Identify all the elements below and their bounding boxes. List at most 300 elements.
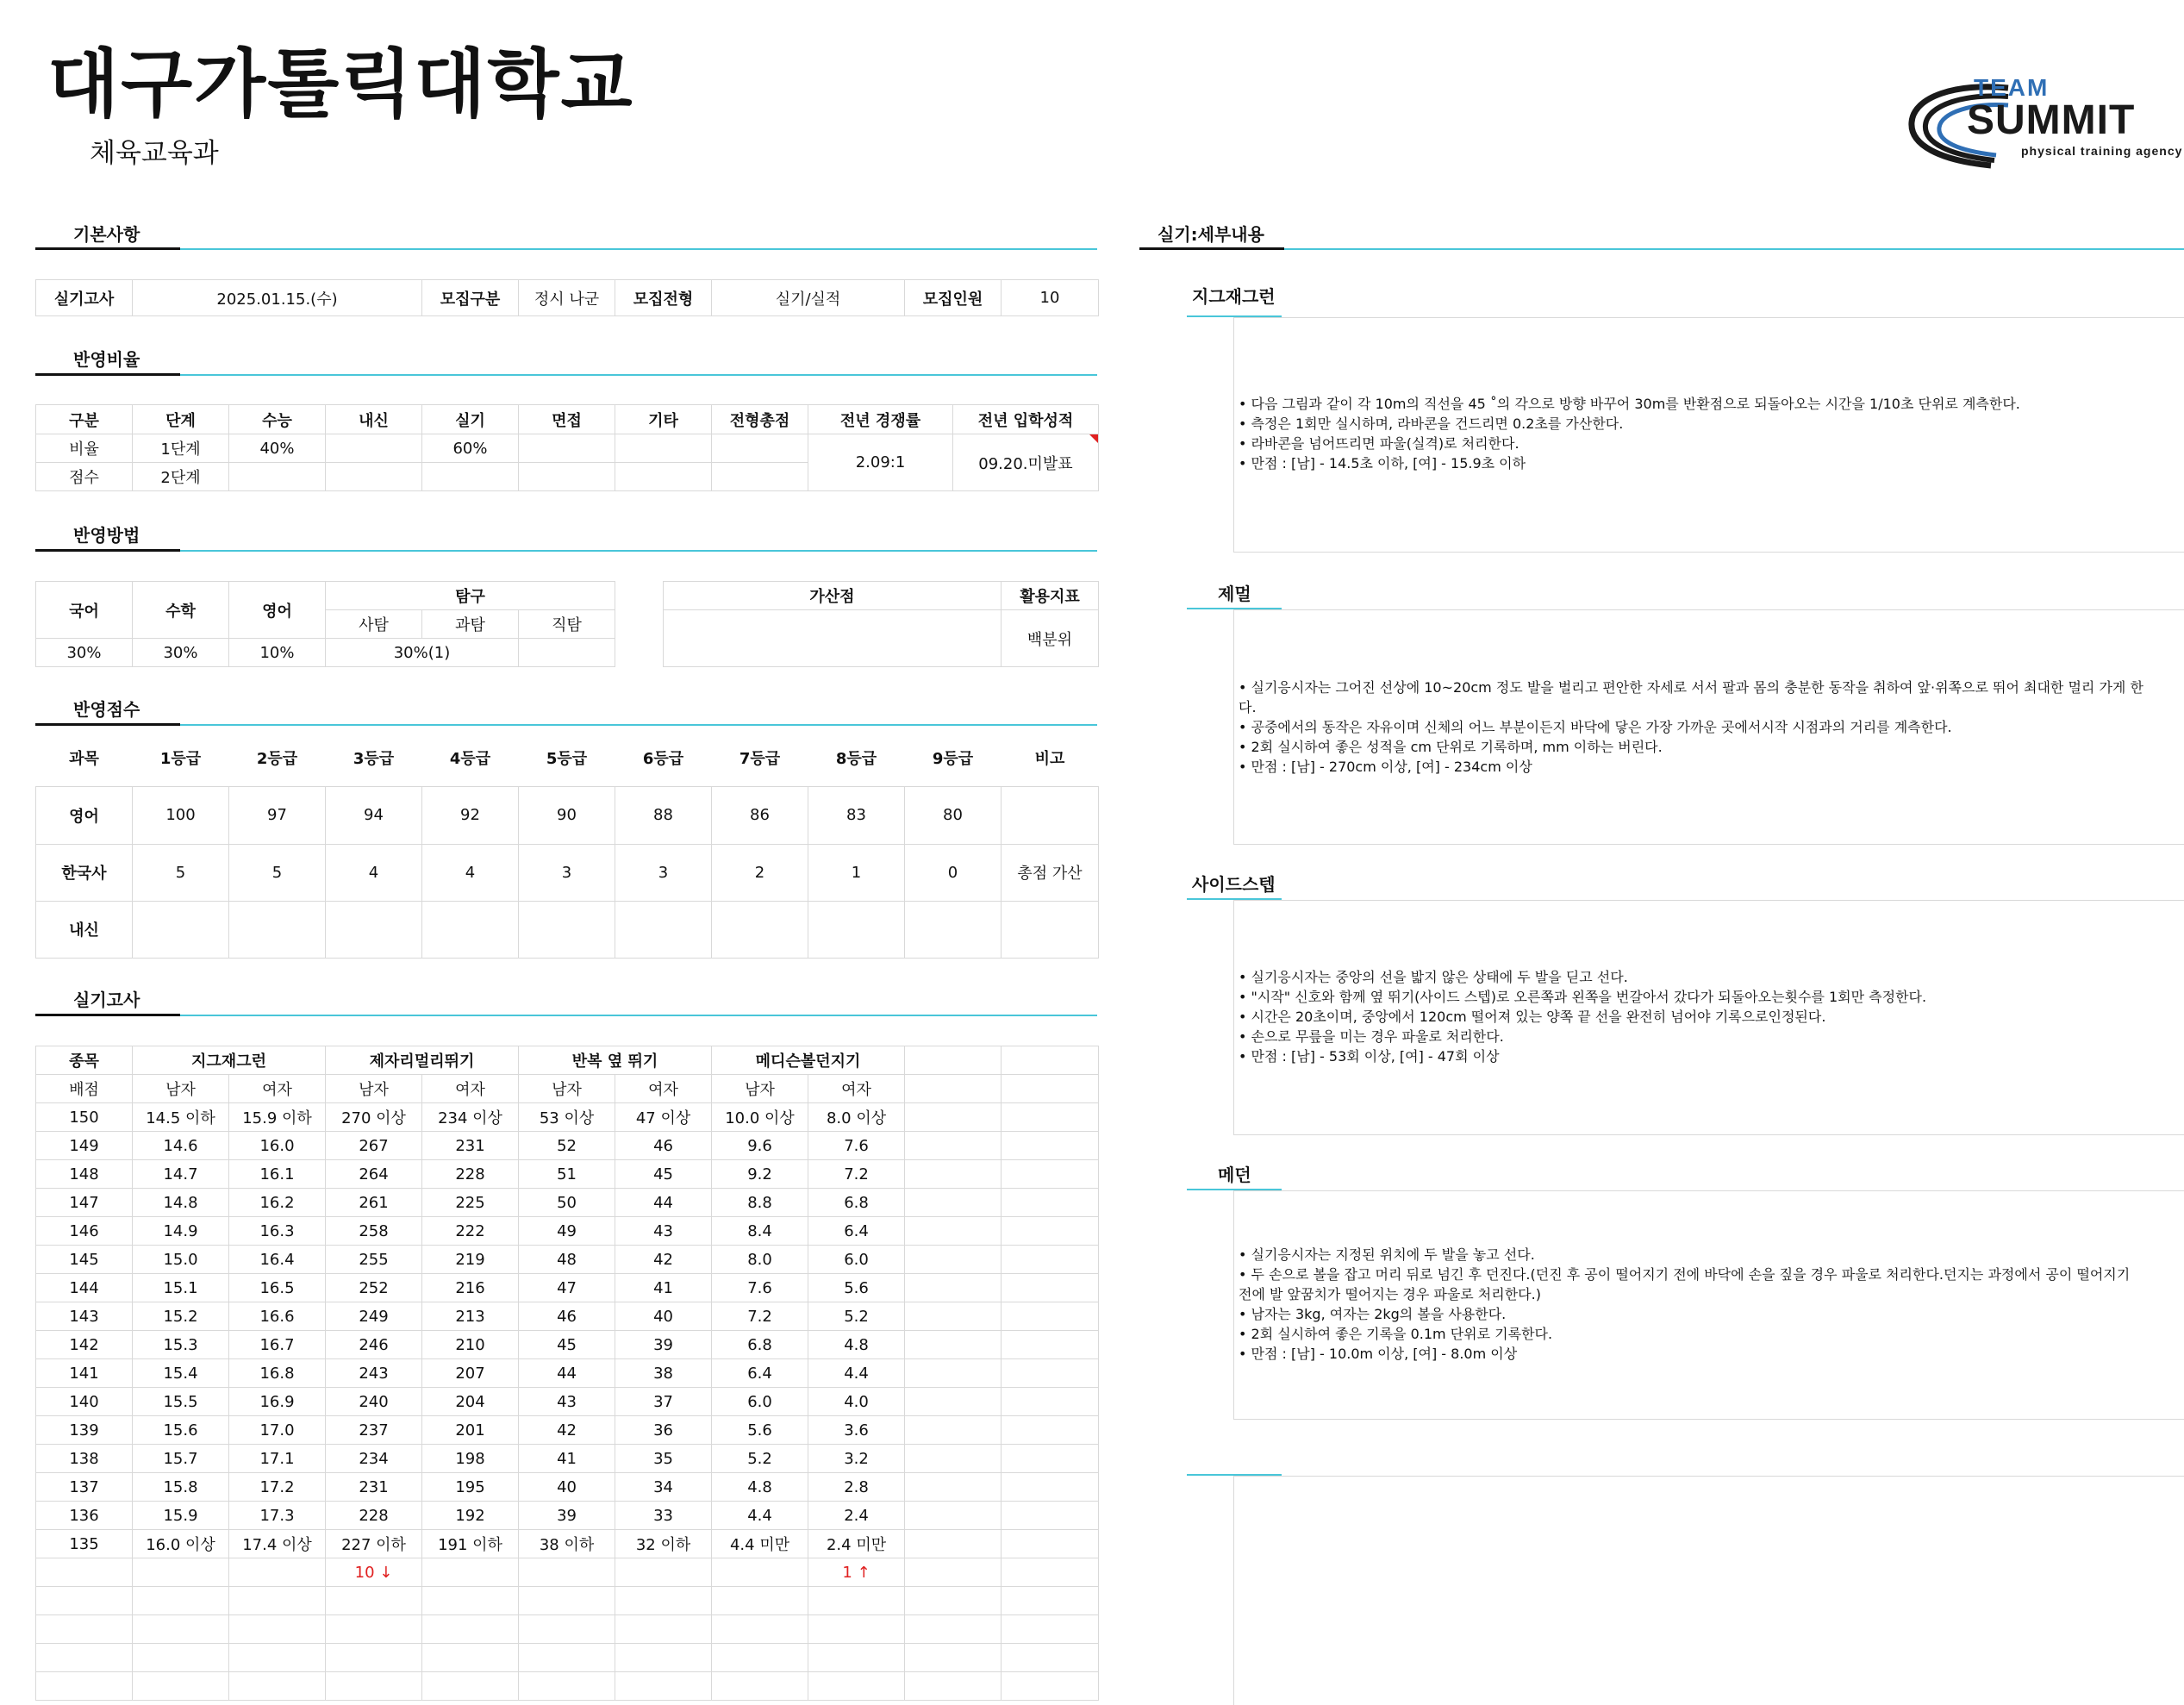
practical-score-cell: 43 [519,1388,615,1416]
practical-empty [712,1644,808,1672]
practical-empty [1002,1644,1099,1672]
practical-score-points: 135 [36,1530,133,1558]
detail-line: • 만점 : [남] - 53회 이상, [여] - 47회 이상 [1239,1048,1500,1065]
practical-header-longjump: 제자리멀리뛰기 [326,1046,519,1075]
label-exam-date: 실기고사 [36,280,133,316]
practical-score-cell: 8.0 [712,1246,808,1274]
practical-empty [905,1672,1002,1701]
practical-empty [905,1217,1002,1246]
score-cell [326,901,422,958]
practical-score-cell: 16.9 [229,1388,326,1416]
value-recruit-type: 실기/실적 [712,280,905,316]
practical-sub-header: 남자 [326,1075,422,1103]
practical-score-cell: 40 [519,1473,615,1502]
method-inquiry-science: 과탐 [422,610,519,639]
score-cell [133,901,229,958]
practical-empty [905,1530,1002,1558]
practical-empty [1002,1502,1099,1530]
score-cell: 80 [905,786,1002,844]
practical-sub-header: 남자 [133,1075,229,1103]
practical-score-cell: 222 [422,1217,519,1246]
practical-score-cell: 15.4 [133,1359,229,1388]
practical-empty [712,1672,808,1701]
practical-empty [1002,1160,1099,1189]
index-value: 백분위 [1002,610,1099,667]
practical-empty [1002,1359,1099,1388]
ratio-cell [229,463,326,491]
practical-sub-header: 여자 [229,1075,326,1103]
score-cell: 86 [712,786,808,844]
practical-score-cell: 50 [519,1189,615,1217]
practical-score-cell: 7.2 [712,1302,808,1331]
practical-score-cell: 17.3 [229,1502,326,1530]
detail-zigzag-box [1233,317,2184,553]
detail-line: • 공중에서의 동작은 자유이며 신체의 어느 부분이든지 바닥에 닿은 가장 가까운 곳에서시작 시점과의 거리를 계측한다. [1239,719,1952,735]
practical-score-cell: 46 [519,1302,615,1331]
practical-empty [712,1558,808,1587]
practical-score-cell: 258 [326,1217,422,1246]
score-cell [422,901,519,958]
score-cell: 90 [519,786,615,844]
score-cell [615,901,712,958]
practical-empty [905,1388,1002,1416]
practical-score-cell: 53 이상 [519,1103,615,1132]
ratio-cell [422,463,519,491]
practical-score-cell: 192 [422,1502,519,1530]
practical-score-cell: 246 [326,1331,422,1359]
score-header: 8등급 [808,729,905,786]
detail-line: • 남자는 3kg, 여자는 2kg의 볼을 사용한다. [1239,1306,1507,1322]
practical-score-cell: 6.4 [712,1359,808,1388]
practical-empty [615,1644,712,1672]
section-underline-accent [35,373,180,376]
practical-score-cell: 33 [615,1502,712,1530]
practical-empty [905,1274,1002,1302]
ratio-cell [519,434,615,463]
practical-empty [229,1587,326,1615]
practical-score-cell: 47 [519,1274,615,1302]
practical-empty [1002,1331,1099,1359]
score-header: 비고 [1002,729,1099,786]
practical-score-points: 140 [36,1388,133,1416]
practical-empty [422,1644,519,1672]
practical-score-cell: 4.0 [808,1388,905,1416]
department-subtitle: 체육교육과 [90,138,219,169]
practical-score-cell: 40 [615,1302,712,1331]
score-header: 1등급 [133,729,229,786]
basic-info-table [35,279,1099,316]
detail-sidestep-title: 사이드스텝 [1192,874,1276,895]
practical-empty [519,1644,615,1672]
practical-empty [36,1558,133,1587]
detail-line: 전에 발 앞꿈치가 떨어지는 경우 파울로 처리한다.) [1239,1286,1541,1302]
practical-score-points: 147 [36,1189,133,1217]
practical-score-cell: 207 [422,1359,519,1388]
ratio-header: 전년 입학성적 [953,405,1099,434]
practical-empty [905,1615,1002,1644]
score-cell [229,901,326,958]
prev-admission-text: 09.20.미발표 [978,454,1073,473]
section-underline-accent [35,247,180,250]
practical-empty [905,1416,1002,1445]
method-header-english: 영어 [229,582,326,639]
practical-score-cell: 6.8 [808,1189,905,1217]
practical-score-points: 138 [36,1445,133,1473]
practical-score-cell: 44 [615,1189,712,1217]
practical-score-cell: 5.2 [712,1445,808,1473]
practical-score-cell: 2.4 미만 [808,1530,905,1558]
practical-empty [519,1558,615,1587]
practical-empty [905,1445,1002,1473]
practical-score-cell: 14.5 이하 [133,1103,229,1132]
practical-step-note: 1 ↑ [808,1558,905,1587]
practical-empty [1002,1274,1099,1302]
detail-longjump-title: 제멀 [1218,584,1251,604]
score-cell: 3 [519,844,615,901]
practical-empty [1002,1615,1099,1644]
practical-empty [1002,1530,1099,1558]
practical-empty [1002,1103,1099,1132]
practical-score-cell: 44 [519,1359,615,1388]
practical-score-cell: 6.4 [808,1217,905,1246]
detail-line: • 손으로 무릎을 미는 경우 파울로 처리한다. [1239,1028,1504,1045]
practical-score-cell: 191 이하 [422,1530,519,1558]
score-header: 과목 [36,729,133,786]
value-recruit-group: 정시 나군 [519,280,615,316]
method-header-korean: 국어 [36,582,133,639]
score-cell [712,901,808,958]
score-heading: 반영점수 [73,699,140,720]
practical-score-cell: 2.8 [808,1473,905,1502]
practical-empty [905,1644,1002,1672]
practical-empty [1002,1416,1099,1445]
ratio-header: 기타 [615,405,712,434]
practical-score-cell: 204 [422,1388,519,1416]
practical-score-cell: 261 [326,1189,422,1217]
practical-score-cell: 41 [519,1445,615,1473]
practical-empty [905,1046,1002,1075]
practical-score-cell: 2.4 [808,1502,905,1530]
label-recruit-count: 모집인원 [905,280,1002,316]
practical-score-cell: 7.6 [712,1274,808,1302]
practical-score-cell: 228 [422,1160,519,1189]
ratio-cell: 비율 [36,434,133,463]
practical-empty [422,1672,519,1701]
score-table [35,729,1099,959]
practical-empty [36,1615,133,1644]
score-cell: 3 [615,844,712,901]
practical-empty [905,1587,1002,1615]
practical-empty [808,1615,905,1644]
practical-heading: 실기고사 [73,990,140,1010]
ratio-header: 전형총점 [712,405,808,434]
practical-score-cell: 16.2 [229,1189,326,1217]
method-header-math: 수학 [133,582,229,639]
practical-score-cell: 234 이상 [422,1103,519,1132]
prev-competition-value: 2.09:1 [808,434,953,491]
detail-line: • 만점 : [남] - 14.5초 이하, [여] - 15.9초 이하 [1239,455,1526,472]
practical-score-cell: 264 [326,1160,422,1189]
practical-score-cell: 51 [519,1160,615,1189]
practical-score-cell: 15.1 [133,1274,229,1302]
method-subject-table [35,581,615,667]
score-cell [808,901,905,958]
practical-empty [905,1075,1002,1103]
practical-empty [1002,1217,1099,1246]
practical-score-cell: 16.7 [229,1331,326,1359]
practical-empty [422,1587,519,1615]
practical-score-cell: 14.8 [133,1189,229,1217]
practical-score-cell: 4.8 [712,1473,808,1502]
practical-score-cell: 15.5 [133,1388,229,1416]
practical-empty [519,1672,615,1701]
detail-line: • "시작" 신호와 함께 옆 뛰기(사이드 스텝)로 오른쪽과 왼쪽을 번갈아서 갔다가 되돌아오는횟수를 1회만 측정한다. [1239,989,1927,1005]
section-underline [1139,248,2184,250]
section-underline [35,374,1097,376]
practical-score-points: 136 [36,1502,133,1530]
practical-empty [326,1672,422,1701]
ratio-cell: 2단계 [133,463,229,491]
practical-empty [905,1160,1002,1189]
practical-empty [133,1558,229,1587]
practical-score-cell: 14.9 [133,1217,229,1246]
practical-score-points: 146 [36,1217,133,1246]
ratio-header: 구분 [36,405,133,434]
practical-score-cell: 219 [422,1246,519,1274]
practical-empty [133,1615,229,1644]
practical-score-cell: 36 [615,1416,712,1445]
ratio-cell [326,463,422,491]
detail-line: • 실기응시자는 중앙의 선을 밟지 않은 상태에 두 발을 딛고 선다. [1239,969,1628,985]
practical-score-cell: 6.8 [712,1331,808,1359]
practical-score-cell: 16.1 [229,1160,326,1189]
practical-empty [808,1672,905,1701]
detail-line: • 만점 : [남] - 270cm 이상, [여] - 234cm 이상 [1239,759,1532,775]
practical-header-medicine: 메디슨볼던지기 [712,1046,905,1075]
ratio-header: 수능 [229,405,326,434]
practical-score-cell: 9.2 [712,1160,808,1189]
detail-empty-box [1233,1476,2184,1705]
label-recruit-type: 모집전형 [615,280,712,316]
practical-score-cell: 9.6 [712,1132,808,1160]
section-underline [35,248,1097,250]
practical-empty [1002,1075,1099,1103]
practical-score-cell: 16.0 [229,1132,326,1160]
logo-summit-text: SUMMIT [1967,97,2136,143]
prev-admission-value [953,434,1099,491]
practical-score-cell: 38 [615,1359,712,1388]
practical-score-cell: 231 [326,1473,422,1502]
practical-score-cell: 15.6 [133,1416,229,1445]
practical-empty [905,1302,1002,1331]
practical-empty [422,1558,519,1587]
value-exam-date: 2025.01.15.(수) [133,280,422,316]
practical-score-cell: 17.1 [229,1445,326,1473]
practical-score-cell: 17.2 [229,1473,326,1502]
practical-score-cell: 243 [326,1359,422,1388]
method-value-inquiry: 30%(1) [326,639,519,667]
practical-score-points: 148 [36,1160,133,1189]
bonus-header: 가산점 [664,582,1002,610]
section-underline-accent [35,723,180,726]
practical-score-cell: 7.2 [808,1160,905,1189]
ratio-header: 실기 [422,405,519,434]
practical-score-cell: 14.7 [133,1160,229,1189]
ratio-cell: 점수 [36,463,133,491]
practical-empty [615,1558,712,1587]
practical-score-cell: 234 [326,1445,422,1473]
ratio-cell [712,463,808,491]
score-header: 7등급 [712,729,808,786]
practical-score-cell: 37 [615,1388,712,1416]
details-heading: 실기:세부내용 [1158,224,1264,245]
practical-empty [712,1587,808,1615]
practical-score-cell: 47 이상 [615,1103,712,1132]
practical-score-cell: 15.7 [133,1445,229,1473]
practical-score-cell: 48 [519,1246,615,1274]
practical-score-cell: 42 [519,1416,615,1445]
score-cell: 88 [615,786,712,844]
detail-medicine-box [1233,1190,2184,1420]
practical-empty [1002,1587,1099,1615]
practical-score-cell: 43 [615,1217,712,1246]
method-inquiry-vocational: 직탐 [519,610,615,639]
section-underline [35,1015,1097,1016]
detail-zigzag-title: 지그재그런 [1192,286,1276,307]
score-cell [1002,786,1099,844]
practical-score-cell: 3.6 [808,1416,905,1445]
practical-empty [133,1587,229,1615]
practical-score-cell: 8.8 [712,1189,808,1217]
practical-empty [905,1132,1002,1160]
practical-empty [1002,1473,1099,1502]
practical-score-cell: 252 [326,1274,422,1302]
practical-score-cell: 240 [326,1388,422,1416]
practical-sub-header: 남자 [712,1075,808,1103]
detail-longjump-box [1233,609,2184,845]
practical-empty [229,1644,326,1672]
practical-score-cell: 16.3 [229,1217,326,1246]
ratio-cell: 60% [422,434,519,463]
practical-sub-header: 남자 [519,1075,615,1103]
ratio-cell [326,434,422,463]
practical-empty [905,1473,1002,1502]
detail-line: • 두 손으로 볼을 잡고 머리 뒤로 넘긴 후 던진다.(던진 후 공이 떨어지기 전에 바닥에 손을 짚을 경우 파울로 처리한다.던지는 과정에서 공이 떨어지기 [1239,1266,2131,1283]
comment-indicator-icon [1089,434,1098,443]
practical-score-cell: 6.0 [712,1388,808,1416]
score-cell: 100 [133,786,229,844]
practical-score-cell: 4.4 미만 [712,1530,808,1558]
score-cell: 83 [808,786,905,844]
practical-score-cell: 249 [326,1302,422,1331]
practical-score-points: 149 [36,1132,133,1160]
practical-empty [133,1644,229,1672]
score-row-label: 내신 [36,901,133,958]
practical-empty [712,1615,808,1644]
ratio-cell: 40% [229,434,326,463]
practical-score-cell: 231 [422,1132,519,1160]
ratio-header: 내신 [326,405,422,434]
practical-score-cell: 17.0 [229,1416,326,1445]
practical-empty [615,1672,712,1701]
practical-score-cell: 17.4 이상 [229,1530,326,1558]
score-cell: 4 [422,844,519,901]
score-header: 9등급 [905,729,1002,786]
bonus-value [664,610,1002,667]
score-cell [519,901,615,958]
practical-empty [905,1502,1002,1530]
practical-score-cell: 5.6 [712,1416,808,1445]
practical-score-cell: 15.9 이하 [229,1103,326,1132]
practical-score-cell: 267 [326,1132,422,1160]
detail-sidestep-box [1233,900,2184,1135]
practical-score-cell: 8.0 이상 [808,1103,905,1132]
practical-empty [326,1615,422,1644]
practical-step-note: 10 ↓ [326,1558,422,1587]
practical-score-cell: 198 [422,1445,519,1473]
practical-score-cell: 32 이하 [615,1530,712,1558]
practical-empty [326,1644,422,1672]
practical-score-points: 137 [36,1473,133,1502]
practical-empty [229,1558,326,1587]
practical-score-cell: 42 [615,1246,712,1274]
practical-score-cell: 7.6 [808,1132,905,1160]
practical-score-cell: 41 [615,1274,712,1302]
practical-score-cell: 213 [422,1302,519,1331]
detail-line: 다. [1239,699,1257,715]
practical-score-cell: 227 이하 [326,1530,422,1558]
practical-score-cell: 15.9 [133,1502,229,1530]
practical-score-cell: 15.0 [133,1246,229,1274]
detail-zigzag-text [1239,394,2178,473]
practical-sub-header: 배점 [36,1075,133,1103]
practical-score-cell: 237 [326,1416,422,1445]
practical-score-cell: 16.0 이상 [133,1530,229,1558]
practical-score-cell: 201 [422,1416,519,1445]
practical-score-cell: 35 [615,1445,712,1473]
practical-score-cell: 195 [422,1473,519,1502]
practical-empty [1002,1672,1099,1701]
practical-empty [229,1672,326,1701]
practical-score-cell: 255 [326,1246,422,1274]
score-header: 4등급 [422,729,519,786]
practical-score-points: 142 [36,1331,133,1359]
score-cell [1002,901,1099,958]
practical-score-points: 143 [36,1302,133,1331]
method-heading: 반영방법 [73,525,140,546]
team-summit-logo [1905,71,2184,174]
index-header: 활용지표 [1002,582,1099,610]
method-header-inquiry: 탐구 [326,582,615,610]
practical-empty [1002,1189,1099,1217]
ratio-cell: 1단계 [133,434,229,463]
method-value-math: 30% [133,639,229,667]
practical-score-cell: 16.5 [229,1274,326,1302]
practical-score-points: 150 [36,1103,133,1132]
practical-score-cell: 15.2 [133,1302,229,1331]
practical-empty [905,1359,1002,1388]
score-cell [905,901,1002,958]
practical-score-points: 145 [36,1246,133,1274]
section-underline [35,724,1097,726]
ratio-cell [615,463,712,491]
detail-medicine-text [1239,1245,2178,1364]
practical-header-zigzag: 지그재그런 [133,1046,326,1075]
score-cell: 1 [808,844,905,901]
practical-score-cell: 8.4 [712,1217,808,1246]
score-header: 2등급 [229,729,326,786]
section-underline-accent [35,549,180,552]
